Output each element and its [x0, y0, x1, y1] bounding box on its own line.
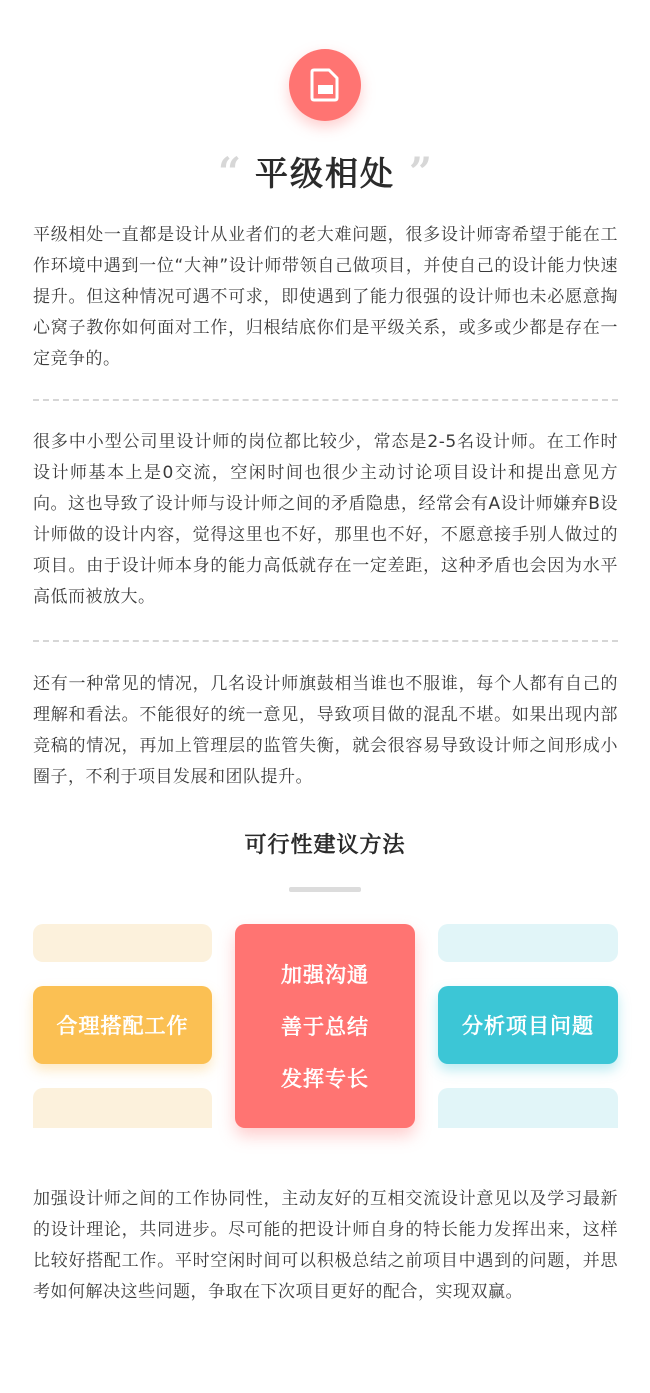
card-label: 分析项目问题 [462, 1014, 594, 1038]
section-title-underline [289, 887, 361, 892]
card-analyze-problems [438, 986, 618, 1064]
open-quote-mark: “ [217, 149, 241, 196]
card-label: 合理搭配工作 [56, 1014, 189, 1038]
paragraph-small-company: 很多中小型公司里设计师的岗位都比较少，常态是2-5名设计师。在工作时设计师基本上是0交流，空闲时间也很少主动讨论项目设计和提出意见方向。这也导致了设计师与设计师之间的矛盾隐患，经常会有A设计师嫌弃B设计师做的设计内容，觉得这里也不好，那里也不好，不愿意接手别人做过的项目。由于设计师本身的能力高低就存在一定差距，这种矛盾也会因为水平高低而被放大。 [33, 432, 618, 607]
paragraph-rivalry: 还有一种常见的情况，几名设计师旗鼓相当谁也不服谁，每个人都有自己的理解和看法。不能很好的统一意见，导致项目做的混乱不堪。如果出现内部竞稿的情况，再加上管理层的监管失衡，就会很容易导致设计师之间形成小圈子，不利于项目发展和团队提升。 [33, 674, 618, 787]
card-label: 发挥专长 [281, 1067, 369, 1091]
close-quote-mark: ” [409, 149, 433, 196]
dashed-divider [33, 640, 618, 642]
section-title: 可行性建议方法 [244, 833, 406, 858]
dashed-divider [33, 399, 618, 401]
card-core-methods [235, 924, 415, 1128]
title-row [0, 148, 650, 194]
decorative-block [438, 924, 618, 962]
card-arrange-work [33, 986, 212, 1064]
decorative-block [33, 924, 212, 962]
document-icon-badge [289, 49, 361, 121]
card-label: 善于总结 [281, 1015, 369, 1039]
document-icon [310, 68, 340, 102]
decorative-block [33, 1088, 212, 1128]
card-label: 加强沟通 [281, 963, 369, 987]
page-title: 平级相处 [255, 153, 395, 193]
paragraph-intro: 平级相处一直都是设计从业者们的老大难问题，很多设计师寄希望于能在工作环境中遇到一位“大神”设计师带领自己做项目，并使自己的设计能力快速提升。但这种情况可遇不可求，即使遇到了能力很强的设计师也未必愿意掏心窝子教你如何面对工作，归根结底你们是平级关系，或多或少都是存在一定竞争的。 [33, 225, 618, 369]
decorative-block [438, 1088, 618, 1128]
paragraph-conclusion: 加强设计师之间的工作协同性，主动友好的互相交流设计意见以及学习最新的设计理论，共同进步。尽可能的把设计师自身的特长能力发挥出来，这样比较好搭配工作。平时空闲时间可以积极总结之前项目中遇到的问题，并思考如何解决这些问题，争取在下次项目更好的配合，实现双赢。 [33, 1189, 618, 1302]
